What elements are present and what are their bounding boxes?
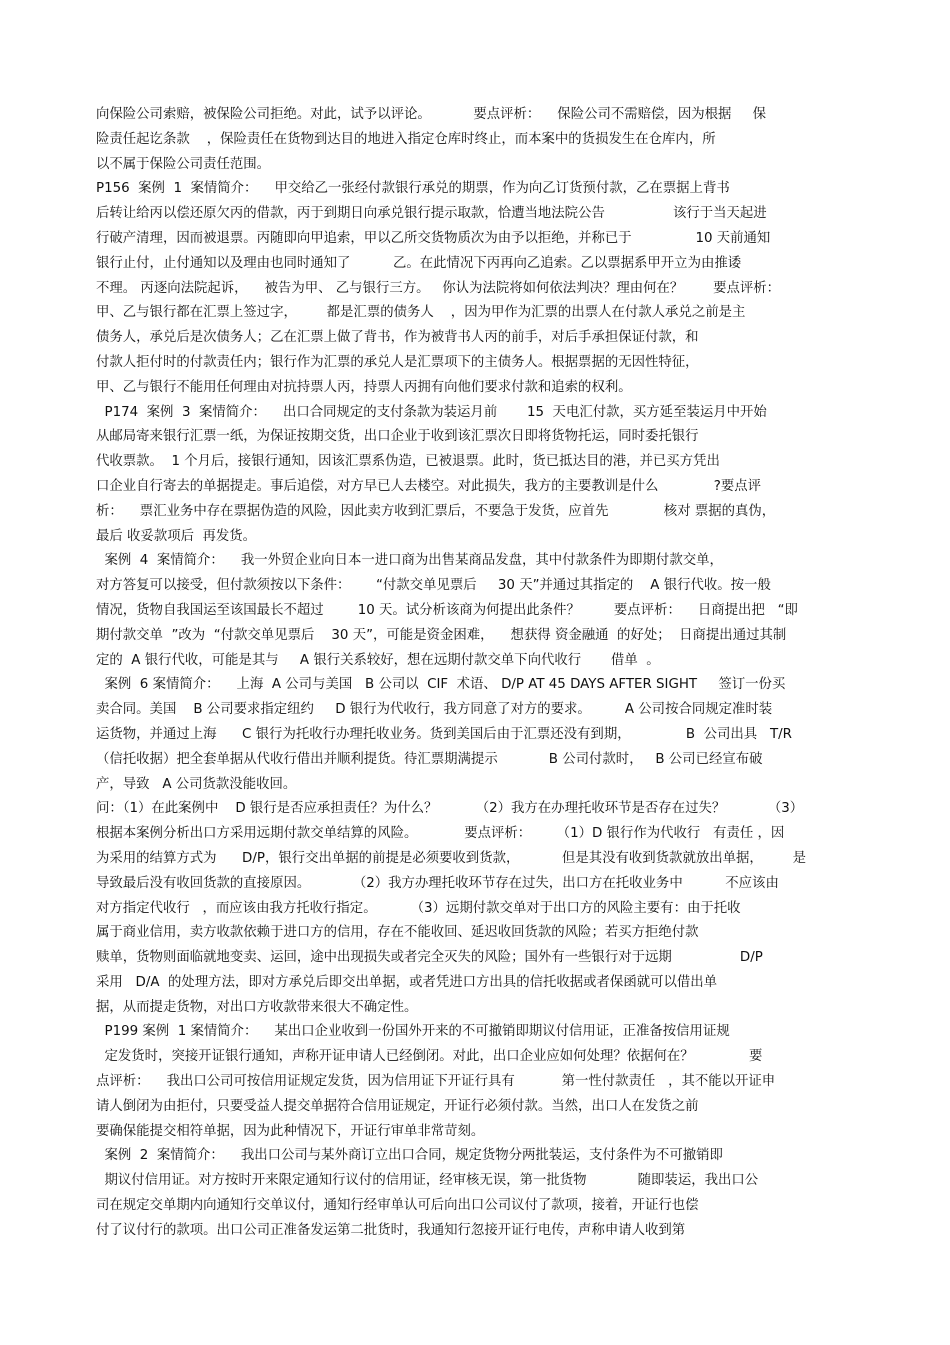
text-line: 以不属于保险公司责任范围。 xyxy=(96,156,271,172)
text-line: 定的 A 银行代收，可能是其与 A 银行关系较好，想在远期付款交单下向代收行 借单 。 xyxy=(96,652,660,668)
text-line: 据，从而提走货物，对出口方收款带来很大不确定性。 xyxy=(96,999,418,1015)
text-line: 案例 6 案情简介： 上海 A 公司与美国 B 公司以 CIF 术语、 D/P AT 45 DAYS AFTER SIGHT 签订一份买 xyxy=(96,677,786,693)
text-line: P199 案例 1 案情简介： 某出口企业收到一份国外开来的不可撤销即期议付信用证，正准备按信用证规 xyxy=(96,1024,730,1040)
document-body xyxy=(96,103,861,1244)
text-line: 采用 D/A 的处理方法，即对方承兑后即交出单据，或者凭进口方出具的信托收据或者保函就可以借出单 xyxy=(96,974,718,990)
text-line: 行破产清理，因而被退票。丙随即向甲追索，甲以乙所交货物质次为由予以拒绝，并称已于 10 天前通知 xyxy=(96,230,771,246)
text-line: 产，导致 A 公司货款没能收回。 xyxy=(96,776,297,792)
text-line: 付了议付行的款项。出口公司正准备发运第二批货时，我通知行忽接开证行电传，声称申请人收到第 xyxy=(96,1222,686,1238)
text-line: 对方答复可以接受，但付款须按以下条件： “付款交单见票后 30 天”并通过其指定的 A 银行代收。按一般 xyxy=(96,578,771,594)
text-line: 期议付信用证。对方按时开来限定通知行议付的信用证，经审核无误，第一批货物 随即装运，我出口公 xyxy=(96,1173,759,1189)
text-line: 口企业自行寄去的单据提走。事后追偿，对方早已人去楼空。对此损失，我方的主要教训是什么 ?要点评 xyxy=(96,478,762,494)
text-line: 为采用的结算方式为 D/P，银行交出单据的前提是必须要收到货款， 但是其没有收到货款就放出单据， 是 xyxy=(96,850,806,866)
text-line: 卖合同。美国 B 公司要求指定纽约 D 银行为代收行，我方同意了对方的要求。 A 公司按合同规定准时装 xyxy=(96,702,773,718)
text-line: 导致最后没有收回货款的直接原因。 （2）我方办理托收环节存在过失，出口方在托收业务中 不应该由 xyxy=(96,875,779,891)
text-line: 对方指定代收行 ，而应该由我方托收行指定。 （3）远期付款交单对于出口方的风险主要有：由于托收 xyxy=(96,900,741,916)
text-line: 甲、乙与银行都在汇票上签过字， 都是汇票的债务人 ，因为甲作为汇票的出票人在付款人承兑之前是主 xyxy=(96,305,746,321)
text-line: 后转让给丙以偿还原欠丙的借款，丙于到期日向承兑银行提示取款，恰遭当地法院公告 该行于当天起进 xyxy=(96,206,767,222)
text-line: 向保险公司索赔，被保险公司拒绝。对此，试予以评论。 要点评析： 保险公司不需赔偿，因为根据 保 xyxy=(96,107,767,122)
text-line: 险责任起讫条款 ，保险责任在货物到达目的地进入指定仓库时终止，而本案中的货损发生在仓库内，所 xyxy=(96,131,716,147)
text-line: P156 案例 1 案情简介： 甲交给乙一张经付款银行承兑的期票，作为向乙订货预付款，乙在票据上背书 xyxy=(96,181,730,197)
text-line: 期付款交单 ”改为 “付款交单见票后 30 天”，可能是资金困难， 想获得 资金融通 的好处； 日商提出通过其制 xyxy=(96,627,787,643)
text-line: 定发货时，突接开证银行通知，声称开证申请人已经倒闭。对此，出口企业应如何处理？依据何在？ 要 xyxy=(96,1049,763,1065)
text-line: 析： 票汇业务中存在票据伪造的风险，因此卖方收到汇票后，不要急于发货，应首先 核对 票据的真伪， xyxy=(96,503,776,519)
text-line: 要确保能提交相符单据，因为此种情况下，开证行审单非常苛刻。 xyxy=(96,1123,485,1139)
text-line: 从邮局寄来银行汇票一纸，为保证按期交货，出口企业于收到该汇票次日即将货物托运，同时委托银行 xyxy=(96,429,699,445)
text-line: 根据本案例分析出口方采用远期付款交单结算的风险。 要点评析： （1）D 银行作为代收行 有责任 ，因 xyxy=(96,826,785,842)
text-line: 请人倒闭为由拒付，只要受益人提交单据符合信用证规定，开证行必须付款。当然，出口人在发货之前 xyxy=(96,1098,699,1114)
text-line: 案例 4 案情简介： 我一外贸企业向日本一进口商为出售某商品发盘，其中付款条件为即期付款交单， xyxy=(96,553,723,569)
text-line: 问：（1）在此案例中 D 银行是否应承担责任？为什么？ （2）我方在办理托收环节是否存在过失？ （3） xyxy=(96,801,804,817)
text-line: 情况，货物自我国运至该国最长不超过 10 天。试分析该商为何提出此条件？ 要点评析： 日商提出把 “即 xyxy=(96,602,798,618)
text-line: 运货物，并通过上海 C 银行为托收行办理托收业务。货到美国后由于汇票还没有到期， B 公司出具 T/R xyxy=(96,726,792,742)
text-line: （信托收据）把全套单据从代收行借出并顺利提货。待汇票期满提示 B 公司付款时， B 公司已经宣布破 xyxy=(96,751,763,767)
text-line: 点评析： 我出口公司可按信用证规定发货，因为信用证下开证行具有 第一性付款责任 ，其不能以开证申 xyxy=(96,1074,776,1090)
text-line: 属于商业信用，卖方收款依赖于进口方的信用，存在不能收回、延迟收回货款的风险；若买方拒绝付款 xyxy=(96,925,699,941)
text-line: 赎单，货物则面临就地变卖、运回，途中出现损失或者完全灭失的风险；国外有一些银行对于远期 D/P xyxy=(96,950,763,966)
text-line: 银行止付，止付通知以及理由也同时通知了 乙。在此情况下丙再向乙追索。乙以票据系甲开立为由推诿 xyxy=(96,255,742,271)
text-line: 付款人拒付时的付款责任内；银行作为汇票的承兑人是汇票项下的主债务人。根据票据的无因性特征， xyxy=(96,354,699,370)
text-line: 最后 收妥款项后 再发货。 xyxy=(96,528,257,544)
text-line: 代收票款。 1 个月后，接银行通知，因该汇票系伪造，已被退票。此时，货已抵达目的港，并已买方凭出 xyxy=(96,454,720,470)
text-line: P174 案例 3 案情简介： 出口合同规定的支付条款为装运月前 15 天电汇付款，买方延至装运月中开始 xyxy=(96,404,767,420)
text-line: 甲、乙与银行不能用任何理由对抗持票人丙，持票人丙拥有向他们要求付款和追索的权利。 xyxy=(96,379,632,395)
text-line: 不理。 丙逐向法院起诉， 被告为甲、 乙与银行三方。 你认为法院将如何依法判决？理由何在？ 要点评析： xyxy=(96,280,781,296)
text-line: 案例 2 案情简介： 我出口公司与某外商订立出口合同，规定货物分两批装运，支付条件为不可撤销即 xyxy=(96,1148,723,1164)
text-line: 司在规定交单期内向通知行交单议付，通知行经审单认可后向出口公司议付了款项，接着，开证行也偿 xyxy=(96,1198,699,1214)
text-line: 债务人，承兑后是次债务人；乙在汇票上做了背书，作为被背书人丙的前手，对后手承担保证付款，和 xyxy=(96,330,699,346)
